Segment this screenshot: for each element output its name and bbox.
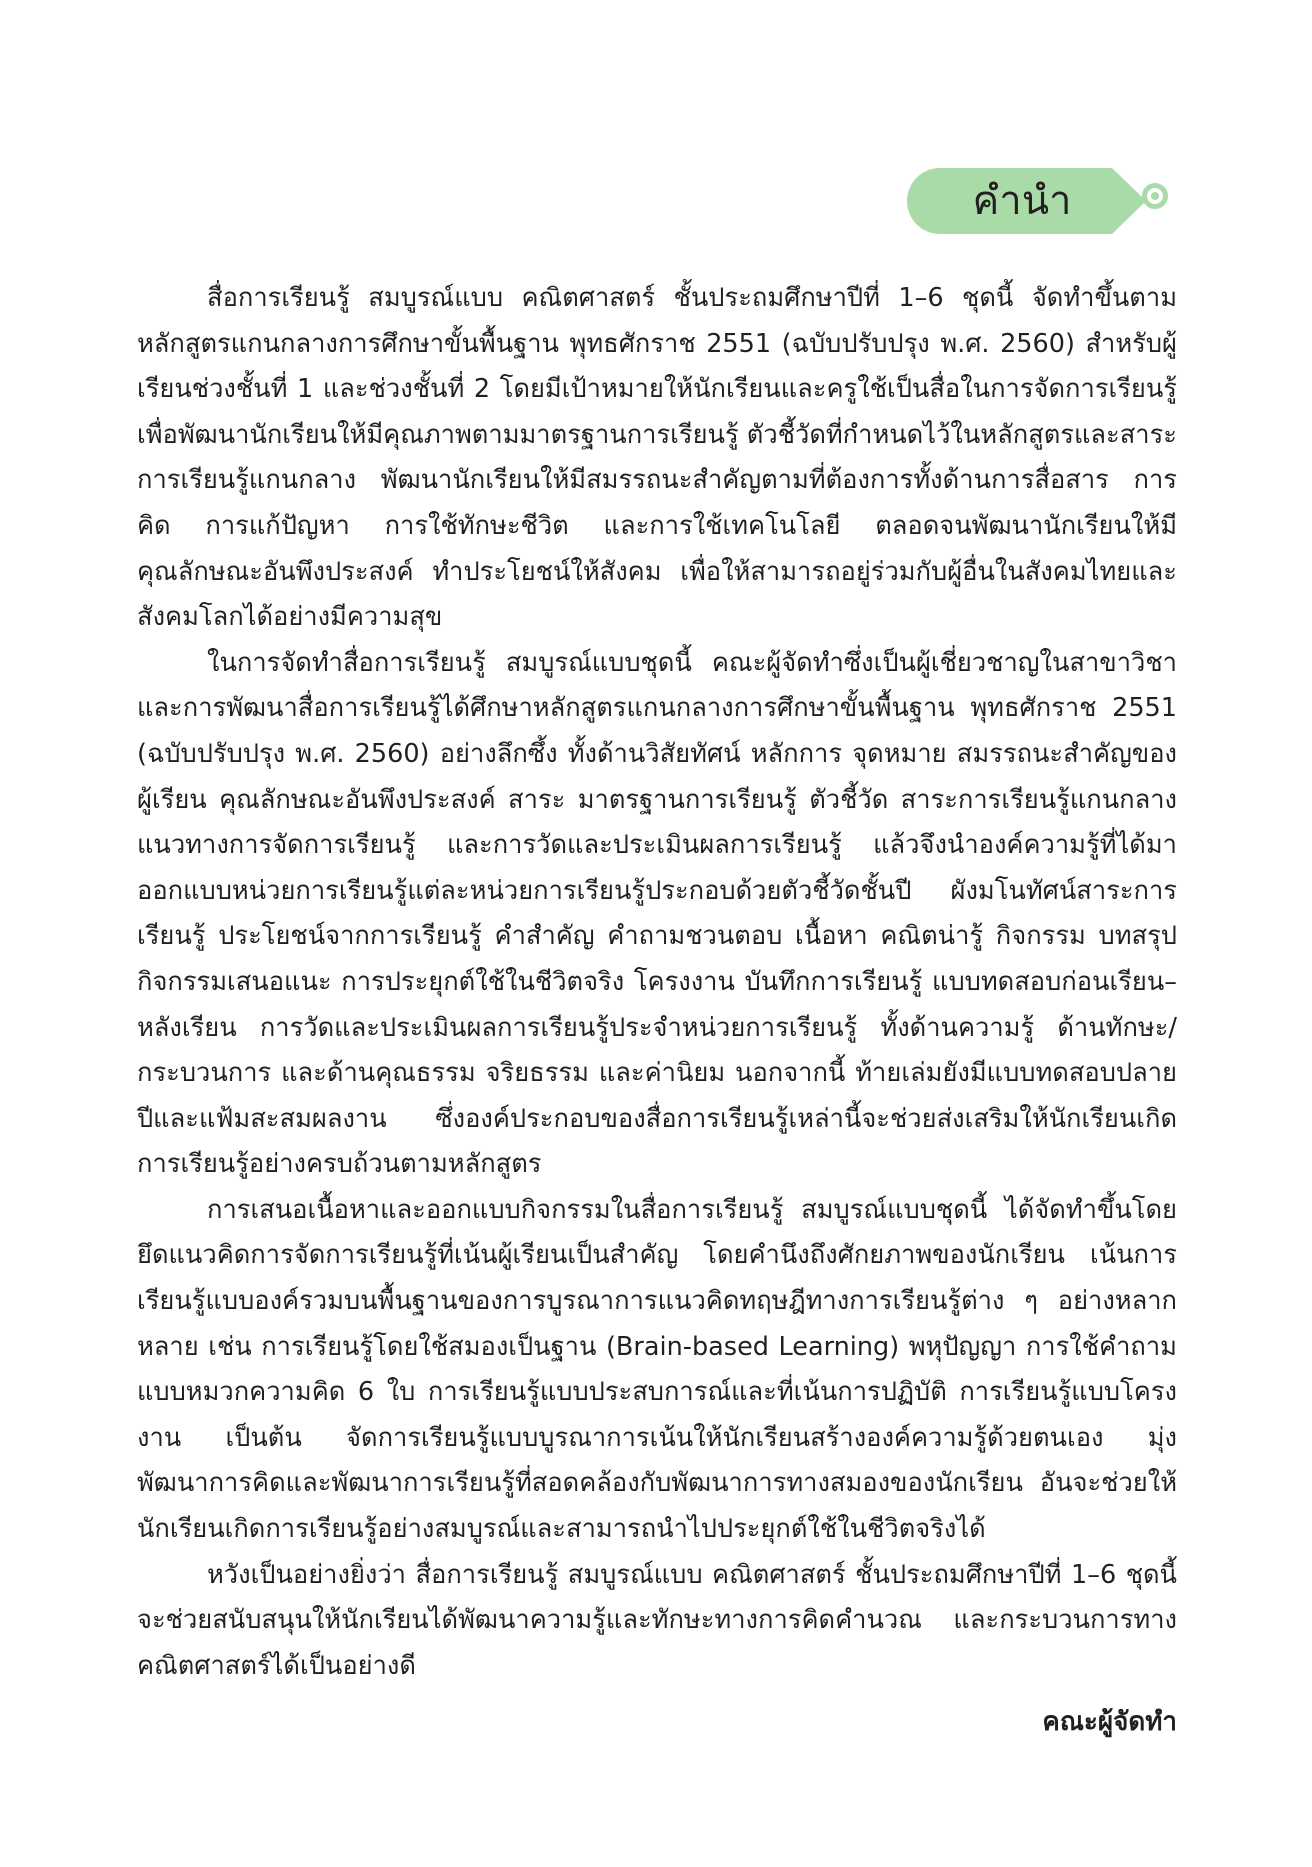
page-title: คำนำ: [972, 178, 1072, 224]
preface-body: [137, 276, 1177, 1689]
paragraph-4: หวังเป็นอย่างยิ่งว่า สื่อการเรียนรู้ สมบูรณ์แบบ คณิตศาสตร์ ชั้นประถมศึกษาปีที่ 1–6 ชุดนี้ จะช่วยสนับสนุนให้นักเรียนได้พัฒนาความรู้และทักษะทางการคิดคำนวณ และกระบวนการทางคณิตศาสตร์ได้เป็นอย่างดี: [137, 1559, 1177, 1681]
paragraph-1: สื่อการเรียนรู้ สมบูรณ์แบบ คณิตศาสตร์ ชั้นประถมศึกษาปีที่ 1–6 ชุดนี้ จัดทำขึ้นตามหลักสูตรแกนกลางการศึกษาขั้นพื้นฐาน พุทธศักราช 2551 (ฉบับปรับปรุง พ.ศ. 2560) สำหรับผู้เรียนช่วงชั้นที่ 1 และช่วงชั้นที่ 2 โดยมีเป้าหมายให้นักเรียนและครูใช้เป็นสื่อในการจัดการเรียนรู้เพื่อพัฒนานักเรียนให้มีคุณภาพตามมาตรฐานการเรียนรู้ ตัวชี้วัดที่กำหนดไว้ในหลักสูตรและสาระการเรียนรู้แกนกลาง พัฒนานักเรียนให้มีสมรรถนะสำคัญตามที่ต้องการทั้งด้านการสื่อสาร การคิด การแก้ปัญหา การใช้ทักษะชีวิต และการใช้เทคโนโลยี ตลอดจนพัฒนานักเรียนให้มีคุณลักษณะอันพึงประสงค์ ทำประโยชน์ให้สังคม เพื่อให้สามารถอยู่ร่วมกับผู้อื่นในสังคมไทยและสังคมโลกได้อย่างมีความสุข: [137, 283, 1177, 633]
paragraph-2: ในการจัดทำสื่อการเรียนรู้ สมบูรณ์แบบชุดนี้ คณะผู้จัดทำซึ่งเป็นผู้เชี่ยวชาญในสาขาวิชาและการพัฒนาสื่อการเรียนรู้ได้ศึกษาหลักสูตรแกนกลางการศึกษาขั้นพื้นฐาน พุทธศักราช 2551 (ฉบับปรับปรุง พ.ศ. 2560) อย่างลึกซึ้ง ทั้งด้านวิสัยทัศน์ หลักการ จุดหมาย สมรรถนะสำคัญของผู้เรียน คุณลักษณะอันพึงประสงค์ สาระ มาตรฐานการเรียนรู้ ตัวชี้วัด สาระการเรียนรู้แกนกลาง แนวทางการจัดการเรียนรู้ และการวัดและประเมินผลการเรียนรู้ แล้วจึงนำองค์ความรู้ที่ได้มาออกแบบหน่วยการเรียนรู้แต่ละหน่วยการเรียนรู้ประกอบด้วยตัวชี้วัดชั้นปี ผังมโนทัศน์สาระการเรียนรู้ ประโยชน์จากการเรียนรู้ คำสำคัญ คำถามชวนตอบ เนื้อหา คณิตน่ารู้ กิจกรรม บทสรุป กิจกรรมเสนอแนะ การประยุกต์ใช้ในชีวิตจริง โครงงาน บันทึกการเรียนรู้ แบบทดสอบก่อนเรียน–หลังเรียน การวัดและประเมินผลการเรียนรู้ประจำหน่วยการเรียนรู้ ทั้งด้านความรู้ ด้านทักษะ/กระบวนการ และด้านคุณธรรม จริยธรรม และค่านิยม นอกจากนี้ ท้ายเล่มยังมีแบบทดสอบปลายปีและแฟ้มสะสมผลงาน ซึ่งองค์ประกอบของสื่อการเรียนรู้เหล่านี้จะช่วยส่งเสริมให้นักเรียนเกิดการเรียนรู้อย่างครบถ้วนตามหลักสูตร: [137, 647, 1177, 1180]
author-signature: คณะผู้จัดทำ: [1042, 1707, 1177, 1737]
paragraph-3: การเสนอเนื้อหาและออกแบบกิจกรรมในสื่อการเรียนรู้ สมบูรณ์แบบชุดนี้ ได้จัดทำขึ้นโดยยึดแนวคิดการจัดการเรียนรู้ที่เน้นผู้เรียนเป็นสำคัญ โดยคำนึงถึงศักยภาพของนักเรียน เน้นการเรียนรู้แบบองค์รวมบนพื้นฐานของการบูรณาการแนวคิดทฤษฎีทางการเรียนรู้ต่าง ๆ อย่างหลากหลาย เช่น การเรียนรู้โดยใช้สมองเป็นฐาน (Brain-based Learning) พหุปัญญา การใช้คำถามแบบหมวกความคิด 6 ใบ การเรียนรู้แบบประสบการณ์และที่เน้นการปฏิบัติ การเรียนรู้แบบโครงงาน เป็นต้น จัดการเรียนรู้แบบบูรณาการเน้นให้นักเรียนสร้างองค์ความรู้ด้วยตนเอง มุ่งพัฒนาการคิดและพัฒนาการเรียนรู้ที่สอดคล้องกับพัฒนาการทางสมองของนักเรียน อันจะช่วยให้นักเรียนเกิดการเรียนรู้อย่างสมบูรณ์และสามารถนำไปประยุกต์ใช้ในชีวิตจริงได้: [137, 1194, 1177, 1545]
target-dot-icon: [1142, 183, 1168, 209]
heading-banner: [907, 168, 1177, 234]
